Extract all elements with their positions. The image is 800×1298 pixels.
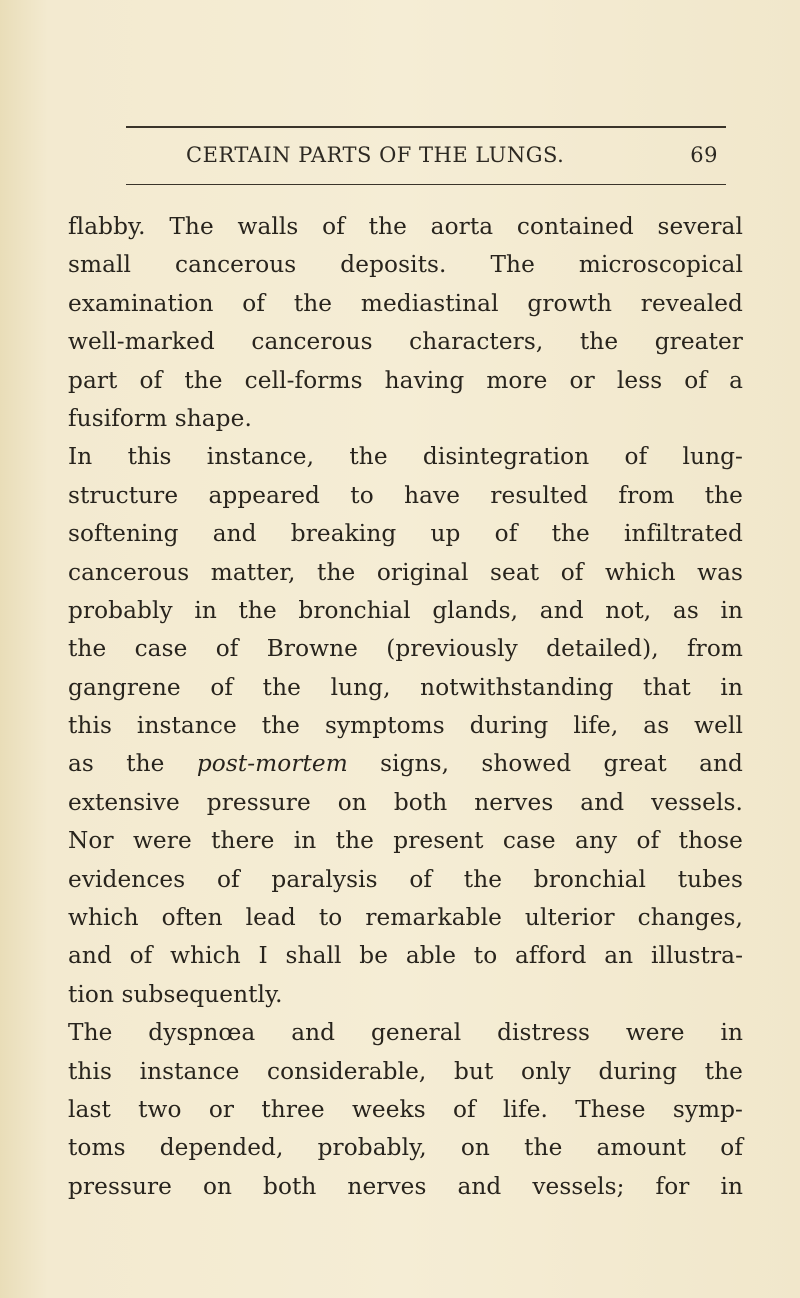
text-line: toms depended, probably, on the amount of — [68, 1134, 743, 1162]
running-head — [126, 143, 726, 173]
text-line: structure appeared to have resulted from the — [68, 481, 743, 509]
header-rule-bottom — [126, 184, 726, 185]
text-line: tion subsequently. — [68, 980, 283, 1008]
text-line: Nor were there in the present case any of those — [68, 827, 743, 855]
text-line: fusiform shape. — [68, 404, 252, 432]
header-rule-top — [126, 126, 726, 128]
text-line: the case of Browne (previously detailed), from — [68, 635, 743, 663]
text-line: softening and breaking up of the infiltrated — [68, 520, 743, 548]
text-line: which often lead to remarkable ulterior changes, — [68, 904, 743, 932]
text-line: flabby. The walls of the aorta contained several — [68, 213, 743, 240]
text-line: cancerous matter, the original seat of which was — [68, 558, 743, 586]
text-line: examination of the mediastinal growth revealed — [68, 289, 743, 317]
text-segment: as the — [68, 750, 197, 778]
text-line: small cancerous deposits. The microscopical — [68, 251, 743, 279]
running-title: CERTAIN PARTS OF THE LUNGS. — [186, 143, 565, 167]
text-line: The dyspnœa and general distress were in — [68, 1019, 743, 1047]
text-line: well-marked cancerous characters, the greater — [68, 328, 743, 356]
body-text — [68, 208, 743, 1206]
text-line: evidences of paralysis of the bronchial tubes — [68, 865, 743, 893]
text-line: part of the cell-forms having more or less of a — [68, 366, 743, 394]
text-line: extensive pressure on both nerves and vessels. — [68, 788, 743, 816]
text-line: last two or three weeks of life. These symp- — [68, 1095, 743, 1123]
italic-term: post-mortem — [196, 750, 348, 778]
text-segment: signs, showed great and — [347, 750, 743, 778]
page-number: 69 — [690, 143, 718, 167]
text-line — [68, 745, 743, 783]
text-line: pressure on both nerves and vessels; for in — [68, 1172, 743, 1200]
text-line: probably in the bronchial glands, and not, as in — [68, 596, 743, 624]
text-line: In this instance, the disintegration of lung- — [68, 443, 743, 471]
text-line: this instance considerable, but only during the — [68, 1057, 743, 1085]
text-line: and of which I shall be able to afford an illustra- — [68, 942, 743, 970]
text-line: gangrene of the lung, notwithstanding that in — [68, 673, 743, 701]
text-line: this instance the symptoms during life, as well — [68, 712, 743, 740]
